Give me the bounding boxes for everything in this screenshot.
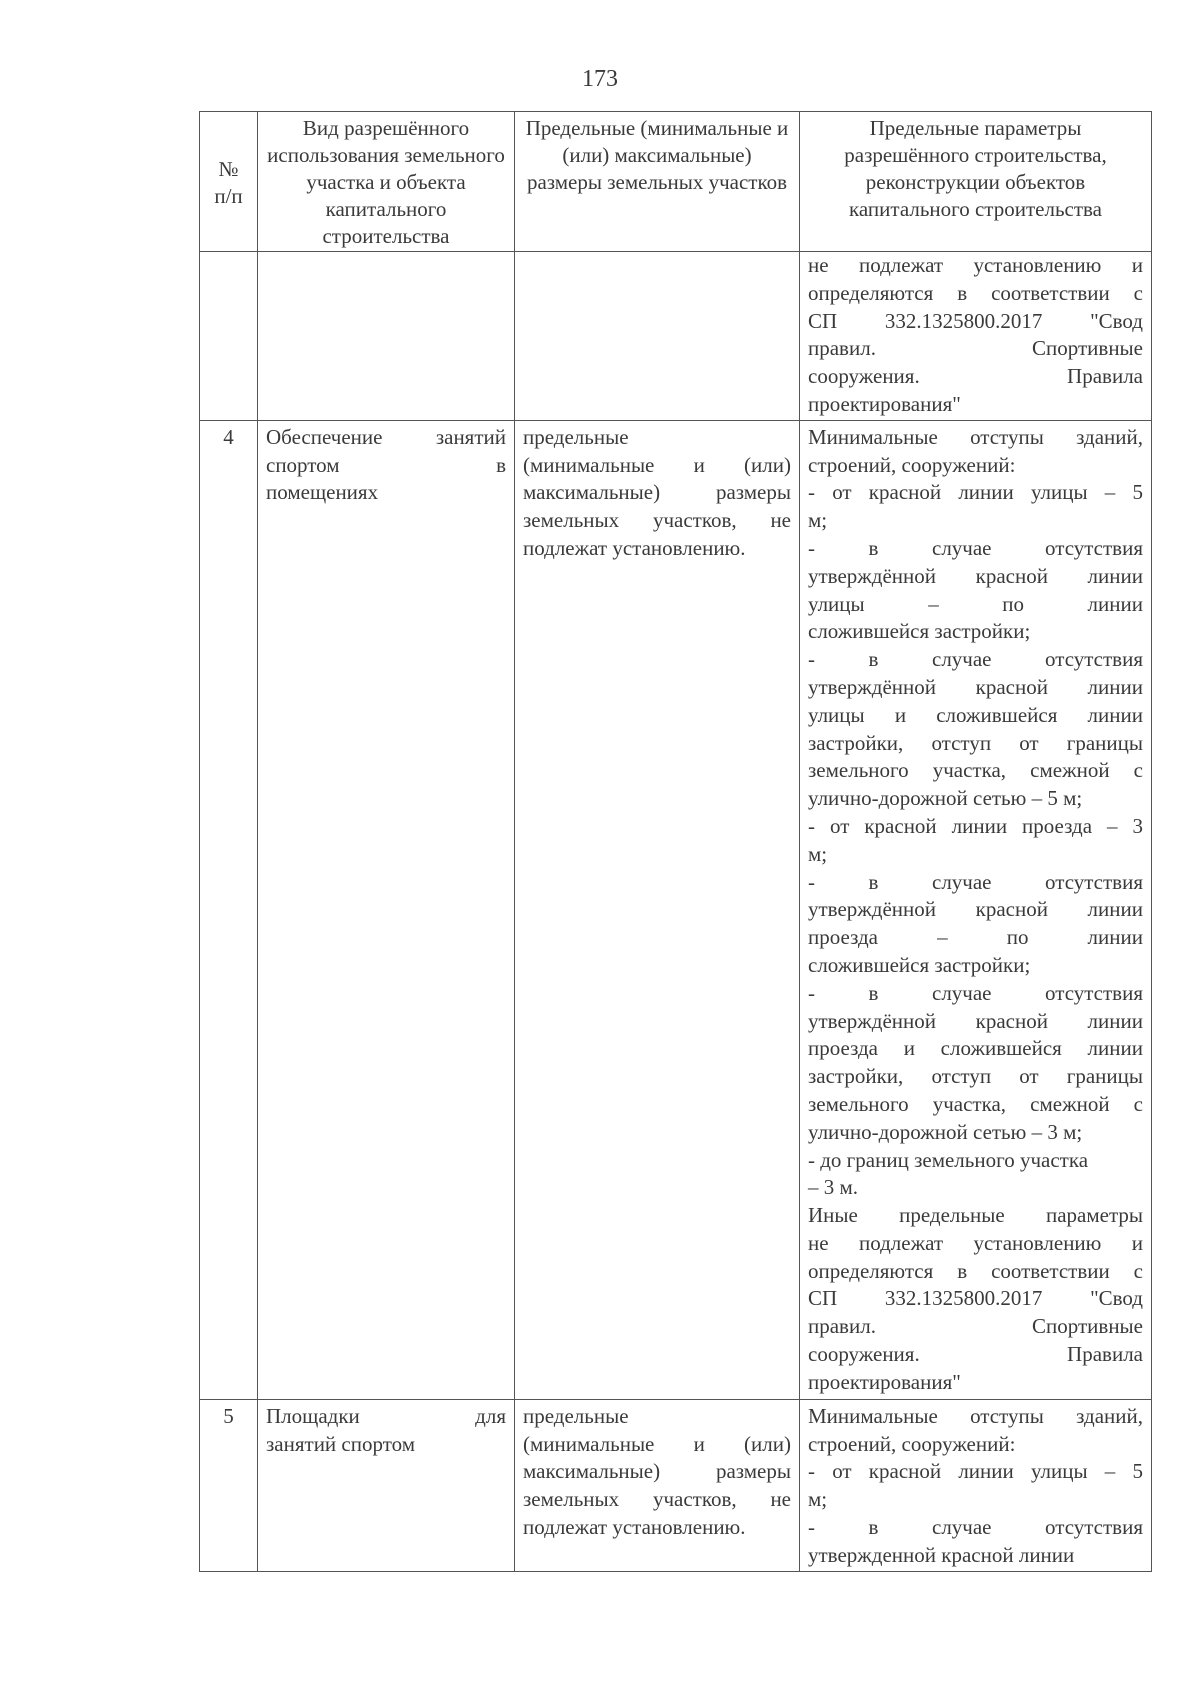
text-line: проектирования" — [808, 1369, 961, 1394]
text-line: определяются в соответствии с — [808, 280, 1143, 305]
cell-number: 5 — [200, 1399, 258, 1571]
text-line: строений, сооружений: — [808, 1431, 1016, 1456]
table-row-continuation — [200, 252, 1152, 421]
text-line: занятий спортом — [266, 1431, 415, 1456]
text-line: утверждённой красной линии — [808, 674, 1143, 699]
text-line: утверждённой красной линии — [808, 897, 1143, 922]
text-line: спортом в — [266, 452, 506, 477]
text-line: не подлежат установлению и — [808, 1230, 1143, 1255]
header-number-sign: № — [218, 156, 239, 181]
text-line: проезда – по линии — [808, 925, 1143, 950]
text-line: правил. Спортивные — [808, 336, 1143, 361]
cell-plot-sizes — [515, 252, 800, 421]
text-line: подлежат установлению. — [523, 1514, 746, 1539]
text-line: - в случае отсутствия — [808, 869, 1143, 894]
text-line: не подлежат установлению и — [808, 253, 1143, 277]
text-line: м; — [808, 1487, 828, 1512]
text-line: помещениях — [266, 480, 379, 505]
cell-permitted-use — [258, 420, 515, 1399]
cell-number: 4 — [200, 420, 258, 1399]
text-line: строений, сооружений: — [808, 452, 1016, 477]
text-line: СП 332.1325800.2017 "Свод — [808, 308, 1143, 333]
text-line: – 3 м. — [808, 1175, 859, 1200]
text-line: Обеспечение занятий — [266, 424, 506, 449]
table-row — [200, 420, 1152, 1399]
cell-construction-params — [800, 252, 1152, 421]
page-number: 173 — [582, 66, 618, 92]
text-line: утвержденной красной линии — [808, 1542, 1075, 1567]
text-line: сложившейся застройки; — [808, 952, 1031, 977]
text-line: м; — [808, 508, 828, 533]
cell-plot-sizes — [515, 1399, 800, 1571]
text-line: СП 332.1325800.2017 "Свод — [808, 1286, 1143, 1311]
text-line: м; — [808, 841, 828, 866]
text-line: земельных участков, не — [523, 1487, 791, 1512]
cell-plot-sizes — [515, 420, 800, 1399]
text-line: определяются в соответствии с — [808, 1258, 1143, 1283]
text-line: - до границ земельного участка — [808, 1147, 1089, 1172]
text-line: проезда и сложившейся линии — [808, 1036, 1143, 1061]
text-line: (минимальные и (или) — [523, 452, 791, 477]
text-line: улично-дорожной сетью – 3 м; — [808, 1119, 1083, 1144]
text-line: правил. Спортивные — [808, 1314, 1143, 1339]
text-line: максимальные) размеры — [523, 480, 791, 505]
text-line: максимальные) размеры — [523, 1459, 791, 1484]
text-line: - от красной линии улицы – 5 — [808, 480, 1143, 505]
text-line: утверждённой красной линии — [808, 1008, 1143, 1033]
text-line: Минимальные отступы зданий, — [808, 1403, 1143, 1428]
text-line: сооружения. Правила — [808, 1342, 1143, 1367]
text-line: предельные — [523, 424, 629, 449]
text-line: застройки, отступ от границы — [808, 1064, 1143, 1089]
cell-permitted-use — [258, 1399, 515, 1571]
text-line: - от красной линии проезда – 3 — [808, 813, 1143, 838]
text-line: застройки, отступ от границы — [808, 730, 1143, 755]
text-line: улицы и сложившейся линии — [808, 702, 1143, 727]
text-line: - от красной линии улицы – 5 — [808, 1459, 1143, 1484]
text-line: земельного участка, смежной с — [808, 758, 1143, 783]
text-line: - в случае отсутствия — [808, 1514, 1143, 1539]
zoning-table — [199, 111, 1152, 1572]
header-plot-sizes: Предельные (минимальные и (или) максимальные) размеры земельных участков — [515, 112, 800, 252]
text-line: Площадки для — [266, 1403, 506, 1428]
cell-number — [200, 252, 258, 421]
text-line: земельного участка, смежной с — [808, 1091, 1143, 1116]
text-line: предельные — [523, 1403, 629, 1428]
table-header — [200, 112, 1152, 252]
table-row — [200, 1399, 1152, 1571]
text-line: проектирования" — [808, 391, 961, 416]
cell-construction-params — [800, 1399, 1152, 1571]
header-permitted-use: Вид разрешённого использования земельного участка и объекта капитального строительства — [258, 112, 515, 252]
text-line: подлежат установлению. — [523, 535, 746, 560]
header-number-abbr: п/п — [214, 183, 243, 208]
text-line: улично-дорожной сетью – 5 м; — [808, 786, 1083, 811]
header-construction-params: Предельные параметры разрешённого строительства, реконструкции объектов капитального строительства — [800, 112, 1152, 252]
cell-permitted-use — [258, 252, 515, 421]
text-line: - в случае отсутствия — [808, 980, 1143, 1005]
text-line: - в случае отсутствия — [808, 647, 1143, 672]
text-line: Иные предельные параметры — [808, 1203, 1143, 1228]
text-line: сооружения. Правила — [808, 364, 1143, 389]
text-line: - в случае отсутствия — [808, 535, 1143, 560]
text-line: сложившейся застройки; — [808, 619, 1031, 644]
text-line: земельных участков, не — [523, 508, 791, 533]
text-line: утверждённой красной линии — [808, 563, 1143, 588]
header-number — [200, 112, 258, 252]
text-line: Минимальные отступы зданий, — [808, 424, 1143, 449]
text-line: (минимальные и (или) — [523, 1431, 791, 1456]
cell-construction-params — [800, 420, 1152, 1399]
text-line: улицы – по линии — [808, 591, 1143, 616]
